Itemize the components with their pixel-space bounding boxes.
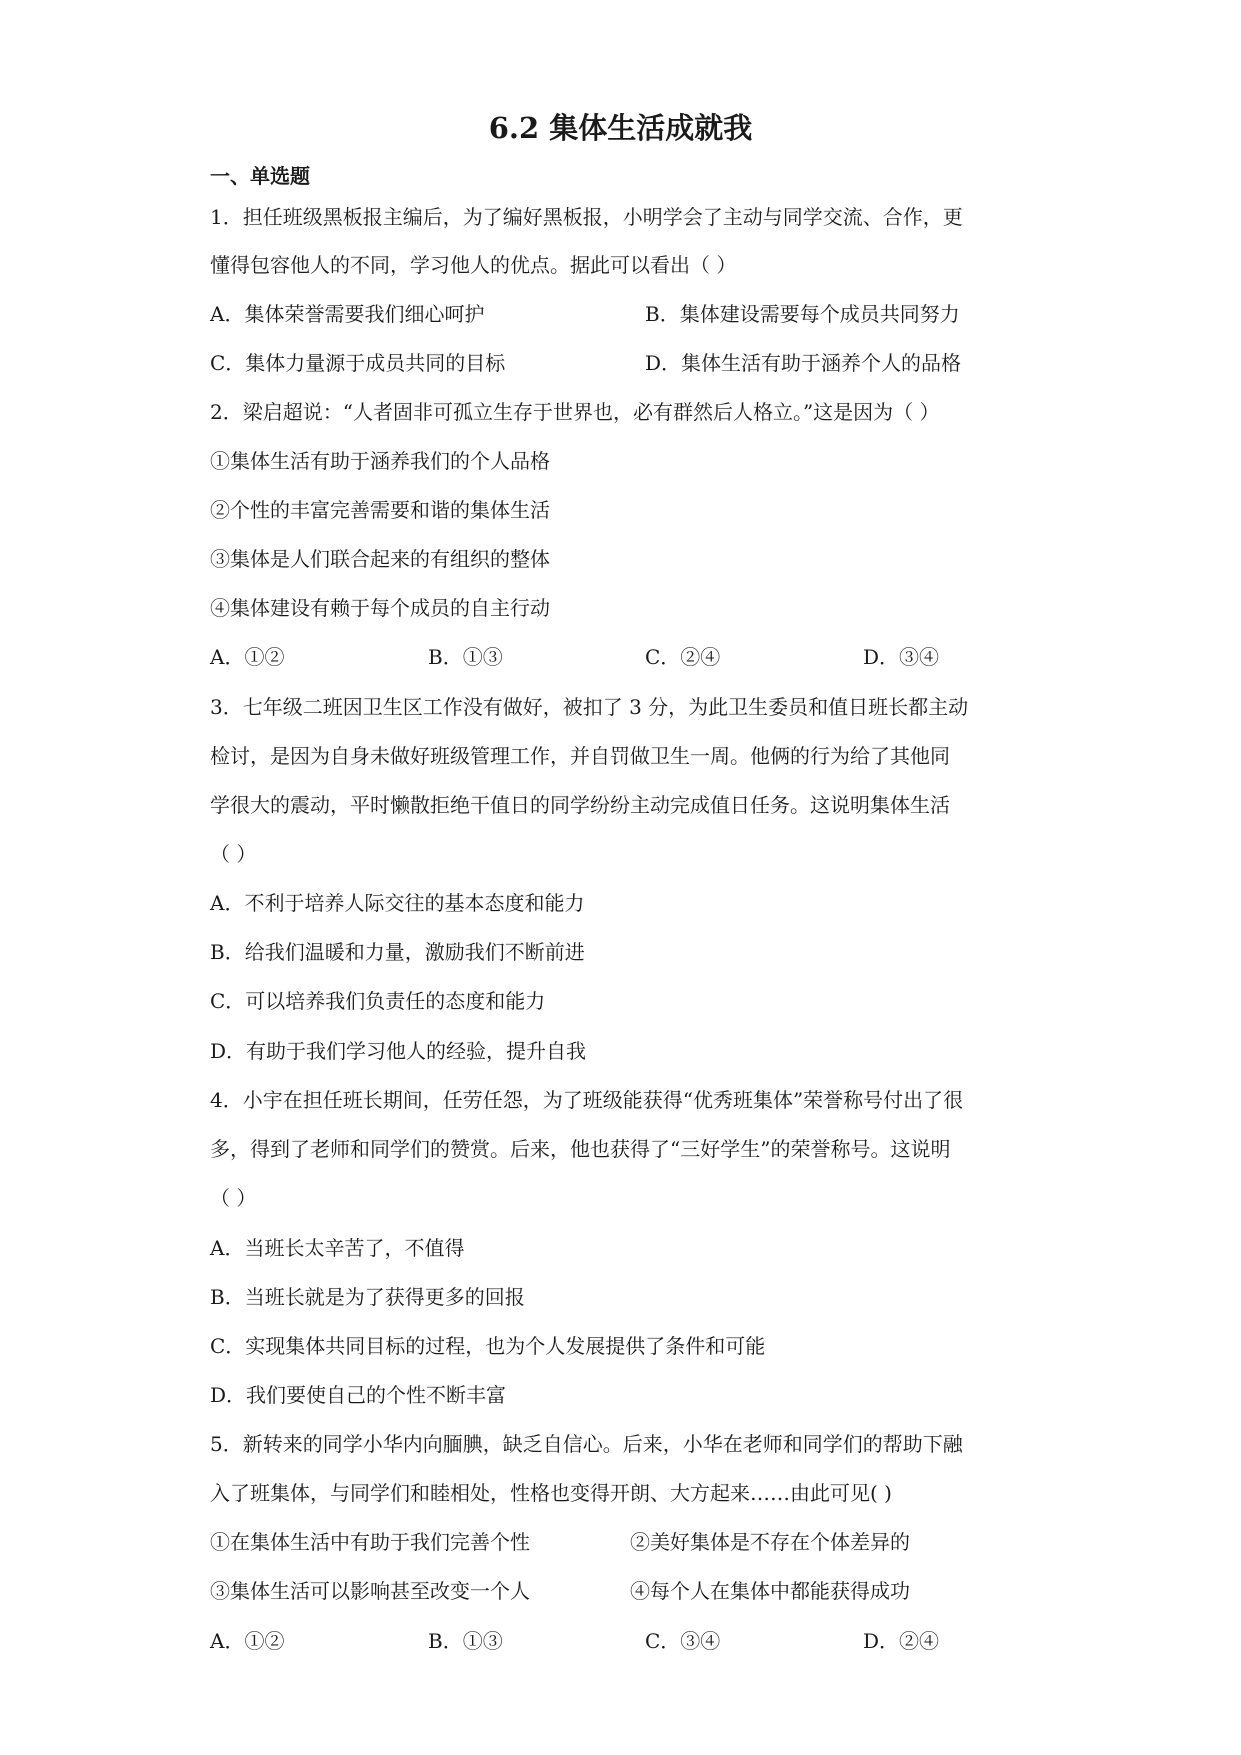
- q2-option-a: A．①②: [210, 645, 285, 669]
- q1-option-b: B．集体建设需要每个成员共同努力: [645, 302, 960, 326]
- q2-stem-line-1: 2．梁启超说：“人者固非可孤立生存于世界也，必有群然后人格立。”这是因为（ ）: [210, 400, 940, 424]
- q1-stem-line-1: 1．担任班级黑板报主编后，为了编好黑板报，小明学会了主动与同学交流、合作，更: [210, 205, 963, 229]
- q4-stem-line-2: 多，得到了老师和同学们的赞赏。后来，他也获得了“三好学生”的荣誉称号。这说明: [210, 1137, 951, 1161]
- q3-option-b: B．给我们温暖和力量，激励我们不断前进: [210, 940, 585, 964]
- q2-option-c: C．②④: [645, 645, 721, 669]
- q4-option-c: C．实现集体共同目标的过程，也为个人发展提供了条件和可能: [210, 1334, 766, 1358]
- q4-stem-line-1: 4．小宇在担任班长期间，任劳任怨，为了班级能获得“优秀班集体”荣誉称号付出了很: [210, 1088, 964, 1112]
- q5-stem-line-2: 入了班集体，与同学们和睦相处，性格也变得开朗、大方起来……由此可见( ): [210, 1481, 892, 1505]
- q2-statement-2: ②个性的丰富完善需要和谐的集体生活: [210, 498, 550, 522]
- q4-option-d: D．我们要使自己的个性不断丰富: [210, 1383, 507, 1407]
- q1-option-c: C．集体力量源于成员共同的目标: [210, 351, 506, 375]
- q2-option-b: B．①③: [428, 645, 503, 669]
- section-heading: 一、单选题: [210, 164, 310, 188]
- q1-stem-line-2: 懂得包容他人的不同，学习他人的优点。据此可以看出（ ）: [210, 253, 737, 277]
- q2-option-d: D．③④: [863, 645, 940, 669]
- q5-option-c: C．③④: [645, 1629, 721, 1653]
- q5-option-d: D．②④: [863, 1629, 940, 1653]
- q4-stem-line-3: （ ）: [210, 1186, 257, 1210]
- q3-option-d: D．有助于我们学习他人的经验，提升自我: [210, 1039, 587, 1063]
- q5-option-b: B．①③: [428, 1629, 503, 1653]
- q3-option-c: C．可以培养我们负责任的态度和能力: [210, 989, 546, 1013]
- q3-stem-line-2: 检讨，是因为自身未做好班级管理工作，并自罚做卫生一周。他俩的行为给了其他同: [210, 744, 950, 768]
- q5-statement-4: ④每个人在集体中都能获得成功: [630, 1579, 910, 1603]
- q4-option-b: B．当班长就是为了获得更多的回报: [210, 1285, 525, 1309]
- q5-stem-line-1: 5．新转来的同学小华内向腼腆，缺乏自信心。后来，小华在老师和同学们的帮助下融: [210, 1432, 963, 1456]
- q5-statement-1: ①在集体生活中有助于我们完善个性: [210, 1530, 530, 1554]
- q3-option-a: A．不利于培养人际交往的基本态度和能力: [210, 891, 585, 915]
- q1-option-d: D．集体生活有助于涵养个人的品格: [645, 351, 962, 375]
- q2-statement-3: ③集体是人们联合起来的有组织的整体: [210, 547, 550, 571]
- q5-statement-3: ③集体生活可以影响甚至改变一个人: [210, 1579, 530, 1603]
- q1-option-a: A．集体荣誉需要我们细心呵护: [210, 302, 485, 326]
- q2-statement-1: ①集体生活有助于涵养我们的个人品格: [210, 449, 550, 473]
- q3-stem-line-1: 3．七年级二班因卫生区工作没有做好，被扣了 3 分，为此卫生委员和值日班长都主动: [210, 695, 969, 719]
- document-title: 6.2 集体生活成就我: [488, 111, 753, 145]
- q3-stem-line-3: 学很大的震动，平时懒散拒绝干值日的同学纷纷主动完成值日任务。这说明集体生活: [210, 793, 950, 817]
- q5-option-a: A．①②: [210, 1629, 285, 1653]
- q5-statement-2: ②美好集体是不存在个体差异的: [630, 1530, 910, 1554]
- q4-option-a: A．当班长太辛苦了，不值得: [210, 1236, 465, 1260]
- q3-stem-line-4: （ ）: [210, 842, 257, 866]
- q2-statement-4: ④集体建设有赖于每个成员的自主行动: [210, 596, 550, 620]
